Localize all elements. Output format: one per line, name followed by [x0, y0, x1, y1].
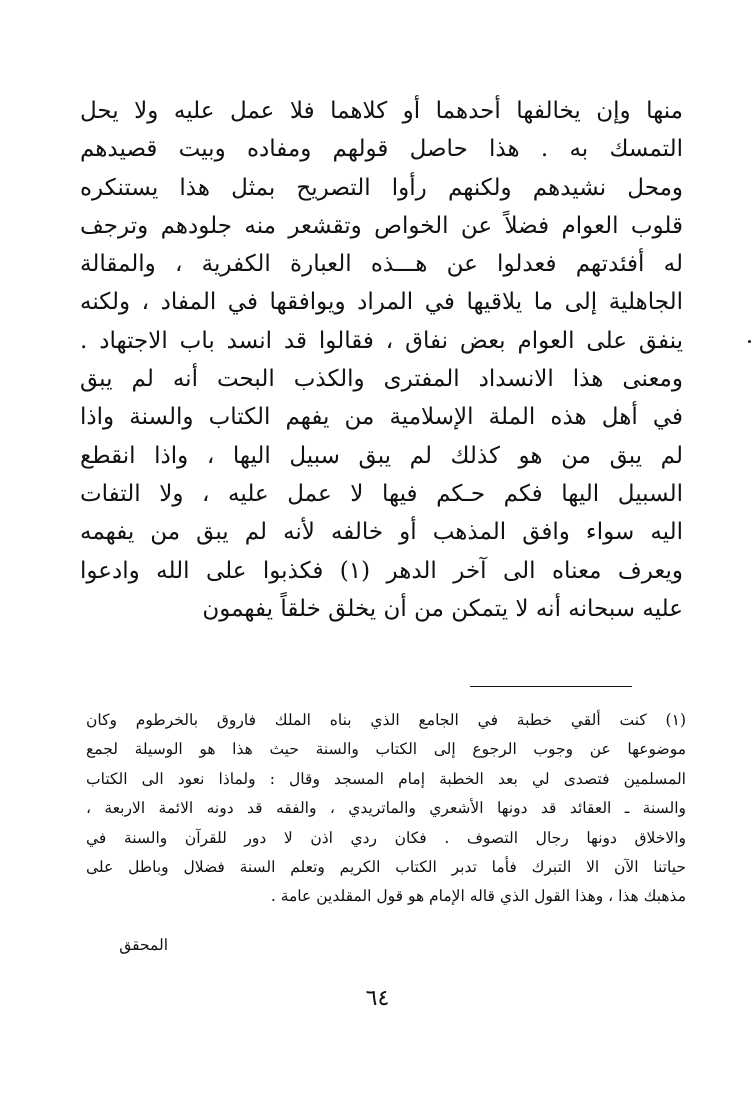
main-text-line: ومحل نشيدهم ولكنهم رأوا التصريح بمثل هذا يستنكره: [80, 174, 683, 201]
main-text-line: ويعرف معناه الى آخر الدهر (١) فكذبوا على الله وادعوا: [80, 557, 683, 584]
main-text-line: ينفق على العوام بعض نفاق ، فقالوا قد انسد باب الاجتهاد .: [80, 327, 683, 354]
footnote-line: حياتنا الآن الا التبرك فأما تدبر الكتاب الكريم وتعلم السنة فضلال وباطل على: [86, 857, 686, 876]
main-text-block: [80, 92, 683, 628]
main-text-line: اليه سواء وافق المذهب أو خالفه لأنه لم يبق من يفهمه: [80, 519, 683, 546]
main-text-line: عليه سبحانه أنه لا يتمكن من أن يخلق خلقاً يفهمون: [202, 595, 683, 622]
footnote-line: والاخلاق دونها رجال التصوف . فكان ردي اذن لا دور للقرآن والسنة في: [86, 828, 686, 847]
margin-dot: [748, 340, 751, 343]
footnote-line: مذهبك هذا ، وهذا القول الذي قاله الإمام هو قول المقلدين عامة .: [270, 887, 686, 906]
main-text-line: الجاهلية إلى ما يلاقيها في المراد ويوافقها في المفاد ، ولكنه: [80, 289, 683, 316]
footnote-line: (١) كنت ألقي خطبة في الجامع الذي بناه الملك فاروق بالخرطوم وكان: [86, 711, 686, 729]
footnote-line: موضوعها عن وجوب الرجوع إلى الكتاب والسنة حيث هذا هو الوسيلة لجمع: [86, 740, 686, 759]
main-text-line: ومعنى هذا الانسداد المفترى والكذب البحت أنه لم يبق: [80, 366, 683, 393]
main-text-line: في أهل هذه الملة الإسلامية من يفهم الكتاب والسنة واذا: [80, 404, 683, 431]
footnote-signature: المحقق: [119, 936, 168, 954]
footnote-block: [86, 706, 686, 912]
footnote-separator: [470, 686, 632, 687]
main-text-line: لم يبق من هو كذلك لم يبق سبيل اليها ، واذا انقطع: [80, 442, 683, 469]
footnote-line: المسلمين فتصدى لي بعد الخطبة إمام المسجد وقال : ولماذا نعود الى الكتاب: [86, 769, 686, 788]
main-text-line: السبيل اليها فكم حـكم فيها لا عمل عليه ، ولا التفات: [80, 480, 683, 507]
page-number: ٦٤: [365, 986, 390, 1011]
footnote-line: والسنة ـ العقائد قد دونها الأشعري والماتريدي ، والفقه قد دونه الائمة الاربعة ،: [86, 799, 686, 818]
main-text-line: له أفئدتهم فعدلوا عن هـــذه العبارة الكفرية ، والمقالة: [80, 251, 683, 278]
main-text-line: منها وإن يخالفها أحدهما أو كلاهما فلا عمل عليه ولا يحل: [80, 98, 683, 124]
main-text-line: قلوب العوام فضلاً عن الخواص وتقشعر منه جلودهم وترجف: [80, 212, 683, 239]
main-text-line: التمسك به . هذا حاصل قولهم ومفاده وبيت قصيدهم: [80, 136, 683, 163]
